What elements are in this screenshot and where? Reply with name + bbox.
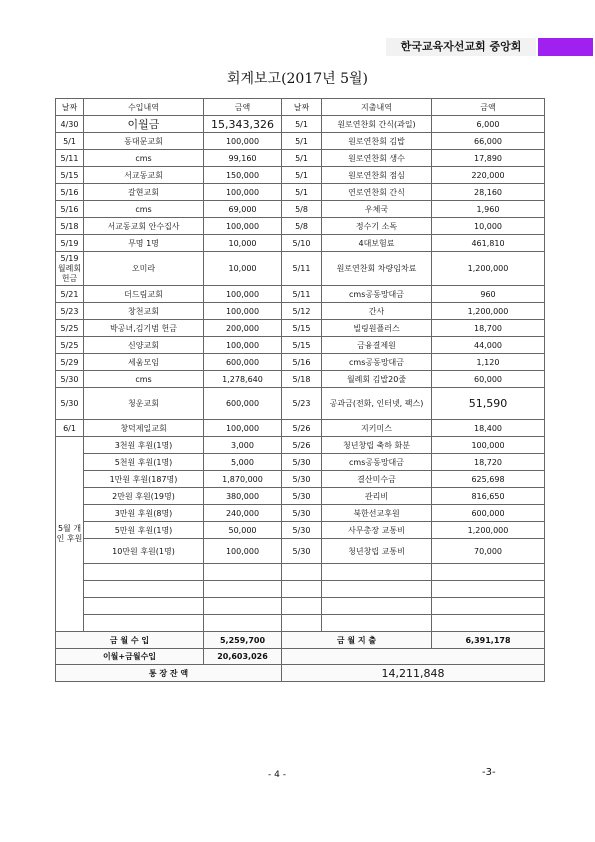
cell-date: 5/30 xyxy=(56,371,84,388)
cell-income-item: 더드림교회 xyxy=(84,286,204,303)
table-row xyxy=(56,420,545,437)
cell-expense-amount: 960 xyxy=(432,286,545,303)
cell-date: 5/1 xyxy=(282,184,322,201)
cell-income-item: 박공녀,김기범 헌금 xyxy=(84,320,204,337)
cell-date: 5/18 xyxy=(282,371,322,388)
cell-date: 5/10 xyxy=(282,235,322,252)
empty-cell xyxy=(84,598,204,615)
cell-expense-item: 결산미수금 xyxy=(322,471,432,488)
cell-date: 5/23 xyxy=(56,303,84,320)
empty-cell xyxy=(322,598,432,615)
empty-cell xyxy=(204,615,282,632)
header-row xyxy=(56,99,545,116)
cell-expense-item: 원로연찬회 생수 xyxy=(322,150,432,167)
cell-date: 5/1 xyxy=(56,133,84,150)
cell-income-item: 1만원 후원(187명) xyxy=(84,471,204,488)
page-title: 회계보고(2017년 5월) xyxy=(226,71,369,87)
table-row xyxy=(56,133,545,150)
empty-cell xyxy=(282,581,322,598)
table-row xyxy=(56,354,545,371)
cell-date: 5/26 xyxy=(282,437,322,454)
table-row xyxy=(56,388,545,420)
cell-income-item: 오미라 xyxy=(84,252,204,286)
table-row xyxy=(56,320,545,337)
col-header-income-item: 수입내역 xyxy=(84,99,204,116)
cell-date-group: 5월 개인 후원 xyxy=(56,437,84,632)
table-row xyxy=(56,116,545,133)
cell-date: 5/30 xyxy=(282,471,322,488)
cell-expense-amount: 18,700 xyxy=(432,320,545,337)
cell-expense-item: 청년창립 교통비 xyxy=(322,539,432,564)
income-total-label: 금 월 수 입 xyxy=(56,632,204,649)
cell-date: 5/8 xyxy=(282,201,322,218)
cell-expense-item: 관리비 xyxy=(322,488,432,505)
empty-row xyxy=(56,581,545,598)
cell-date: 5/11 xyxy=(282,286,322,303)
cell-expense-item: 원로연찬회 간식(과일) xyxy=(322,116,432,133)
col-header-expense-amount: 금액 xyxy=(432,99,545,116)
cell-date: 5/19 월례회 헌금 xyxy=(56,252,84,286)
empty-row xyxy=(56,564,545,581)
cell-income-item: 갈현교회 xyxy=(84,184,204,201)
cell-date: 5/1 xyxy=(282,150,322,167)
table-row xyxy=(56,371,545,388)
header-accent-bar xyxy=(538,38,593,56)
cell-income-amount: 100,000 xyxy=(204,420,282,437)
cell-income-amount: 1,278,640 xyxy=(204,371,282,388)
cell-expense-amount: 816,650 xyxy=(432,488,545,505)
cell-income-amount: 15,343,326 xyxy=(204,116,282,133)
cell-income-amount: 100,000 xyxy=(204,218,282,235)
cell-date: 5/21 xyxy=(56,286,84,303)
empty-cell xyxy=(432,615,545,632)
empty-row xyxy=(56,615,545,632)
cell-date: 5/1 xyxy=(282,167,322,184)
cell-expense-item: cms공동망대금 xyxy=(322,454,432,471)
table-row xyxy=(56,201,545,218)
cell-income-amount: 10,000 xyxy=(204,252,282,286)
cell-date: 5/11 xyxy=(282,252,322,286)
cell-date: 6/1 xyxy=(56,420,84,437)
cell-date: 5/25 xyxy=(56,337,84,354)
cell-expense-item: 북한선교후원 xyxy=(322,505,432,522)
page-number-left: - 4 - xyxy=(268,770,286,780)
empty-cell xyxy=(84,615,204,632)
cell-date: 5/30 xyxy=(56,388,84,420)
cell-income-amount: 240,000 xyxy=(204,505,282,522)
cell-expense-amount: 461,810 xyxy=(432,235,545,252)
empty-cell xyxy=(322,615,432,632)
cell-income-item: cms xyxy=(84,201,204,218)
cell-income-amount: 600,000 xyxy=(204,388,282,420)
cell-expense-item: 원로연찬회 김밥 xyxy=(322,133,432,150)
cell-date: 5/12 xyxy=(282,303,322,320)
income-total-value: 5,259,700 xyxy=(204,632,282,649)
cell-date: 5/16 xyxy=(56,184,84,201)
cell-expense-item: 원로연찬회 차량임차료 xyxy=(322,252,432,286)
cell-expense-item: 월례회 김밥20줄 xyxy=(322,371,432,388)
cell-income-item: 세움모임 xyxy=(84,354,204,371)
cell-date: 5/25 xyxy=(56,320,84,337)
empty-cell xyxy=(204,581,282,598)
cell-expense-amount: 28,160 xyxy=(432,184,545,201)
table-row xyxy=(56,454,545,471)
cell-expense-item: 청년창립 축하 화분 xyxy=(322,437,432,454)
empty-cell xyxy=(432,564,545,581)
cell-income-amount: 100,000 xyxy=(204,539,282,564)
cell-date: 5/16 xyxy=(56,201,84,218)
empty-cell xyxy=(84,564,204,581)
cell-expense-item: 원로연찬회 점심 xyxy=(322,167,432,184)
balance-label: 통 장 잔 액 xyxy=(56,665,282,682)
empty-cell xyxy=(282,615,322,632)
cell-income-amount: 10,000 xyxy=(204,235,282,252)
cell-expense-amount: 600,000 xyxy=(432,505,545,522)
cell-income-item: 창덕제일교회 xyxy=(84,420,204,437)
table-row xyxy=(56,218,545,235)
cell-income-amount: 50,000 xyxy=(204,522,282,539)
cell-date: 5/30 xyxy=(282,505,322,522)
cell-income-item: 3천원 후원(1명) xyxy=(84,437,204,454)
cell-income-amount: 3,000 xyxy=(204,437,282,454)
cell-expense-item: 공과금(전화, 인터넷, 팩스) xyxy=(322,388,432,420)
cell-income-item: cms xyxy=(84,371,204,388)
cell-date: 5/30 xyxy=(282,454,322,471)
cell-income-item: 청운교회 xyxy=(84,388,204,420)
cell-income-amount: 150,000 xyxy=(204,167,282,184)
cell-expense-amount: 18,720 xyxy=(432,454,545,471)
cell-expense-item: 지키미스 xyxy=(322,420,432,437)
cell-income-item: 5만원 후원(1명) xyxy=(84,522,204,539)
cell-income-item: 2만원 후원(19명) xyxy=(84,488,204,505)
empty-cell xyxy=(322,564,432,581)
cell-expense-item: 4대보험료 xyxy=(322,235,432,252)
cell-date: 5/16 xyxy=(282,354,322,371)
cell-income-item: cms xyxy=(84,150,204,167)
cell-income-amount: 100,000 xyxy=(204,184,282,201)
cell-expense-item: 연로연찬회 간식 xyxy=(322,184,432,201)
cell-expense-amount: 18,400 xyxy=(432,420,545,437)
empty-cell xyxy=(432,598,545,615)
cell-date: 5/26 xyxy=(282,420,322,437)
cell-expense-amount: 51,590 xyxy=(432,388,545,420)
summary-row xyxy=(56,665,545,682)
expense-total-value: 6,391,178 xyxy=(432,632,545,649)
cell-date: 5/30 xyxy=(282,522,322,539)
cell-expense-amount: 1,200,000 xyxy=(432,522,545,539)
empty-cell xyxy=(204,564,282,581)
col-header-expense-item: 지출내역 xyxy=(322,99,432,116)
cell-date: 5/18 xyxy=(56,218,84,235)
empty-cell xyxy=(282,598,322,615)
cell-expense-amount: 625,698 xyxy=(432,471,545,488)
cell-date: 5/1 xyxy=(282,116,322,133)
cell-income-amount: 100,000 xyxy=(204,337,282,354)
table-row xyxy=(56,150,545,167)
empty-cell xyxy=(282,564,322,581)
cell-expense-amount: 10,000 xyxy=(432,218,545,235)
cell-date: 5/1 xyxy=(282,133,322,150)
cell-date: 5/11 xyxy=(56,150,84,167)
cell-expense-amount: 100,000 xyxy=(432,437,545,454)
cell-expense-amount: 1,120 xyxy=(432,354,545,371)
cell-income-amount: 200,000 xyxy=(204,320,282,337)
cell-expense-amount: 44,000 xyxy=(432,337,545,354)
cell-expense-amount: 1,960 xyxy=(432,201,545,218)
cell-income-item: 10만원 후원(1명) xyxy=(84,539,204,564)
table-row xyxy=(56,303,545,320)
cell-date: 5/15 xyxy=(56,167,84,184)
cell-income-item: 서교동교회 xyxy=(84,167,204,184)
cell-expense-amount: 70,000 xyxy=(432,539,545,564)
cell-income-amount: 1,870,000 xyxy=(204,471,282,488)
table-row xyxy=(56,235,545,252)
table-row xyxy=(56,471,545,488)
cell-income-amount: 100,000 xyxy=(204,133,282,150)
summary-row xyxy=(56,649,545,665)
cell-expense-amount: 66,000 xyxy=(432,133,545,150)
empty-cell xyxy=(322,581,432,598)
table-row xyxy=(56,505,545,522)
cell-date: 5/15 xyxy=(282,337,322,354)
cell-income-item: 무명 1명 xyxy=(84,235,204,252)
cell-expense-item: cms공동망대금 xyxy=(322,286,432,303)
cell-date: 4/30 xyxy=(56,116,84,133)
cell-expense-item: 사무총장 교통비 xyxy=(322,522,432,539)
cell-expense-amount: 6,000 xyxy=(432,116,545,133)
cell-income-item: 신양교회 xyxy=(84,337,204,354)
cell-income-item: 5천원 후원(1명) xyxy=(84,454,204,471)
cell-date: 5/15 xyxy=(282,320,322,337)
table-row xyxy=(56,488,545,505)
carry-total-value: 20,603,026 xyxy=(204,649,282,665)
table-row xyxy=(56,252,545,286)
table-row xyxy=(56,522,545,539)
page-number-right: -3- xyxy=(482,767,496,778)
empty-cell xyxy=(282,649,545,665)
table-row xyxy=(56,167,545,184)
cell-expense-item: 우체국 xyxy=(322,201,432,218)
col-header-income-amount: 금액 xyxy=(204,99,282,116)
cell-date: 5/29 xyxy=(56,354,84,371)
table-row xyxy=(56,539,545,564)
cell-date: 5/8 xyxy=(282,218,322,235)
cell-income-amount: 380,000 xyxy=(204,488,282,505)
cell-income-item: 동대문교회 xyxy=(84,133,204,150)
cell-expense-item: 정수기 소독 xyxy=(322,218,432,235)
cell-expense-amount: 60,000 xyxy=(432,371,545,388)
cell-income-item: 창천교회 xyxy=(84,303,204,320)
cell-expense-amount: 220,000 xyxy=(432,167,545,184)
cell-expense-item: 간사 xyxy=(322,303,432,320)
table-row xyxy=(56,437,545,454)
empty-cell xyxy=(204,598,282,615)
table-row xyxy=(56,286,545,303)
empty-row xyxy=(56,598,545,615)
cell-expense-item: 빌링원플러스 xyxy=(322,320,432,337)
carry-total-label: 이월+금월수입 xyxy=(56,649,204,665)
cell-income-amount: 69,000 xyxy=(204,201,282,218)
table-row xyxy=(56,184,545,201)
cell-date: 5/30 xyxy=(282,539,322,564)
balance-value: 14,211,848 xyxy=(282,665,545,682)
cell-income-amount: 600,000 xyxy=(204,354,282,371)
cell-income-item: 이월금 xyxy=(84,116,204,133)
cell-date: 5/30 xyxy=(282,488,322,505)
ledger-table xyxy=(55,98,545,682)
cell-expense-item: cms공동망대금 xyxy=(322,354,432,371)
cell-income-amount: 99,160 xyxy=(204,150,282,167)
empty-cell xyxy=(432,581,545,598)
table-row xyxy=(56,337,545,354)
cell-income-item: 3만원 후원(8명) xyxy=(84,505,204,522)
cell-date: 5/19 xyxy=(56,235,84,252)
summary-row xyxy=(56,632,545,649)
cell-expense-amount: 17,890 xyxy=(432,150,545,167)
cell-income-item: 서교동교회 안수집사 xyxy=(84,218,204,235)
empty-cell xyxy=(84,581,204,598)
cell-expense-item: 금융결제원 xyxy=(322,337,432,354)
cell-income-amount: 5,000 xyxy=(204,454,282,471)
cell-date: 5/23 xyxy=(282,388,322,420)
cell-expense-amount: 1,200,000 xyxy=(432,252,545,286)
col-header-date: 날짜 xyxy=(282,99,322,116)
organization-label: 한국교육자선교회 중앙회 xyxy=(386,38,536,56)
cell-expense-amount: 1,200,000 xyxy=(432,303,545,320)
expense-total-label: 금 월 지 출 xyxy=(282,632,432,649)
cell-income-amount: 100,000 xyxy=(204,286,282,303)
col-header-date: 날짜 xyxy=(56,99,84,116)
cell-income-amount: 100,000 xyxy=(204,303,282,320)
